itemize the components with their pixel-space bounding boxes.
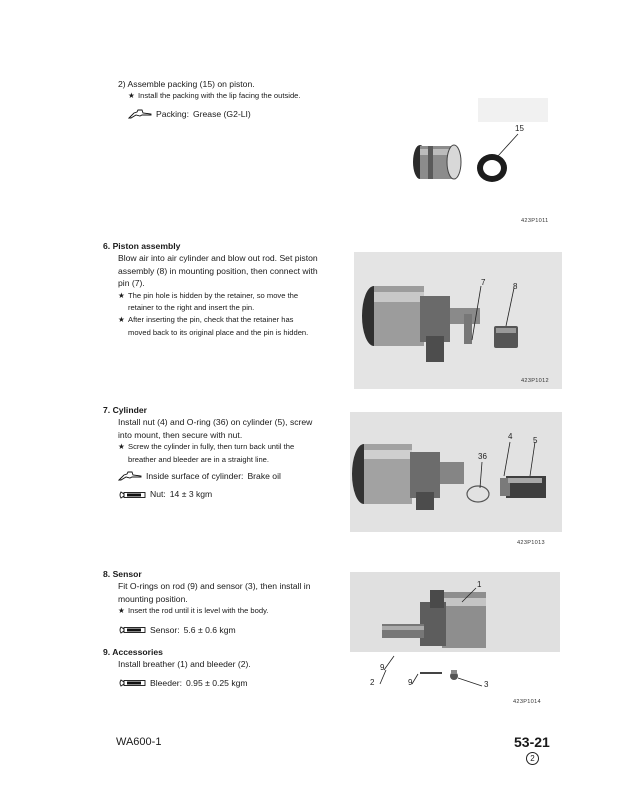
- step-7-body-line: Install nut (4) and O-ring (36) on cylinder (5), screw: [118, 417, 313, 428]
- grease-spec: [118, 108, 358, 120]
- step-8-body-line: mounting position.: [118, 593, 188, 604]
- step-8-note-1: [118, 605, 348, 617]
- torque-wrench-icon: [118, 490, 146, 500]
- step-2-title: 2) Assemble packing (15) on piston.: [118, 79, 255, 89]
- star-icon: ★: [118, 315, 125, 325]
- step-8-number: 8.: [103, 569, 111, 579]
- sensor-torque-label: Sensor:: [150, 624, 180, 635]
- callout-9: 9: [380, 663, 385, 672]
- piston-assembly-illustration: [354, 252, 562, 389]
- callout-9: 9: [408, 678, 413, 687]
- step-7-note-1: [118, 441, 348, 453]
- step-7-title: Cylinder: [112, 405, 147, 415]
- star-icon: ★: [118, 442, 125, 452]
- step-9-number: 9.: [103, 647, 111, 657]
- bleeder-torque-value: 0.95 ± 0.25 kgm: [186, 677, 248, 688]
- step-6-body-line: Blow air into air cylinder and blow out rod. Set piston: [118, 253, 318, 264]
- step-9-body: Install breather (1) and bleeder (2).: [118, 659, 251, 670]
- step-6-note-2-line-1: After inserting the pin, check that the retainer has: [128, 315, 294, 325]
- step-2-section: [118, 78, 358, 120]
- figure-4-caption: 423P1014: [513, 699, 541, 705]
- callout-4: 4: [508, 432, 513, 441]
- step-6-body-line: pin (7).: [118, 278, 145, 289]
- oil-can-icon: [118, 471, 142, 481]
- step-8-note-1-text: Insert the rod until it is level with the body.: [128, 606, 269, 616]
- figure-piston-packing: [398, 94, 548, 206]
- figure-sensor-accessories: [350, 572, 560, 690]
- torque-wrench-icon: [118, 625, 146, 635]
- step-6-section: [103, 240, 348, 339]
- callout-1: 1: [477, 580, 482, 589]
- step-2-note-text: Install the packing with the lip facing the outside.: [138, 91, 301, 101]
- oil-spec: [118, 470, 348, 482]
- nut-torque-label: Nut:: [150, 489, 166, 500]
- step-6-note-1-line-2: retainer to the right and insert the pin.: [128, 303, 255, 313]
- step-6-heading: [103, 240, 348, 252]
- step-6-body-line: assembly (8) in mounting position, then connect with: [118, 265, 318, 276]
- callout-3: 3: [484, 680, 489, 689]
- figure-1-caption: 423P1011: [521, 218, 549, 224]
- page-number: 53-21: [514, 734, 550, 750]
- step-2-note: [118, 90, 358, 102]
- oil-value: Brake oil: [247, 471, 281, 482]
- bleeder-torque-spec: [118, 677, 348, 689]
- step-6-title: Piston assembly: [112, 241, 181, 251]
- callout-15: 15: [515, 124, 524, 133]
- step-7-heading: [103, 404, 348, 416]
- step-6-number: 6.: [103, 241, 111, 251]
- torque-wrench-icon: [118, 678, 146, 688]
- grease-value: Grease (G2-LI): [192, 108, 251, 119]
- star-icon: ★: [118, 606, 125, 616]
- figure-3-caption: 423P1013: [517, 540, 545, 546]
- step-9-heading: [103, 646, 348, 658]
- figure-piston-assembly: [354, 252, 562, 389]
- footer-model: WA600-1: [116, 736, 162, 748]
- step-8-heading: [103, 568, 348, 580]
- sensor-torque-spec: [118, 624, 348, 636]
- callout-8: 8: [513, 282, 518, 291]
- oil-label: Inside surface of cylinder:: [146, 471, 244, 482]
- sensor-accessories-illustration: [350, 572, 560, 690]
- revision-badge: 2: [526, 752, 539, 765]
- callout-2: 2: [370, 678, 375, 687]
- step-8-body-line: Fit O-rings on rod (9) and sensor (3), then install in: [118, 581, 311, 592]
- figure-cylinder: [350, 412, 562, 532]
- step-6-note-2: [118, 314, 348, 326]
- step-6-note-1: [118, 290, 348, 302]
- callout-7: 7: [481, 278, 486, 287]
- grease-icon: [128, 109, 152, 119]
- star-icon: ★: [128, 91, 135, 101]
- cylinder-illustration: [350, 412, 562, 532]
- step-9-title: Accessories: [112, 647, 163, 657]
- sensor-torque-value: 5.6 ± 0.6 kgm: [183, 624, 236, 635]
- bleeder-torque-label: Bleeder:: [150, 677, 183, 688]
- piston-packing-illustration: [398, 94, 548, 206]
- step-9-section: [103, 646, 348, 689]
- figure-2-caption: 423P1012: [521, 378, 549, 384]
- callout-5: 5: [533, 436, 538, 445]
- step-8-section: [103, 568, 348, 636]
- step-6-note-2-line-2: moved back to its original place and the pin is hidden.: [128, 327, 309, 337]
- step-7-number: 7.: [103, 405, 111, 415]
- step-7-body-line: into mount, then secure with nut.: [118, 429, 243, 440]
- step-7-note-1-line-1: Screw the cylinder in fully, then turn back until the: [128, 442, 295, 452]
- grease-label: Packing:: [156, 108, 189, 119]
- star-icon: ★: [118, 290, 125, 300]
- step-8-title: Sensor: [112, 569, 142, 579]
- nut-torque-value: 14 ± 3 kgm: [169, 489, 213, 500]
- step-7-note-1-line-2: breather and bleeder are in a straight line.: [128, 454, 269, 464]
- nut-torque-spec: [118, 488, 348, 500]
- callout-36: 36: [478, 452, 487, 461]
- step-6-note-1-line-1: The pin hole is hidden by the retainer, so move the: [128, 290, 299, 300]
- step-7-section: [103, 404, 348, 501]
